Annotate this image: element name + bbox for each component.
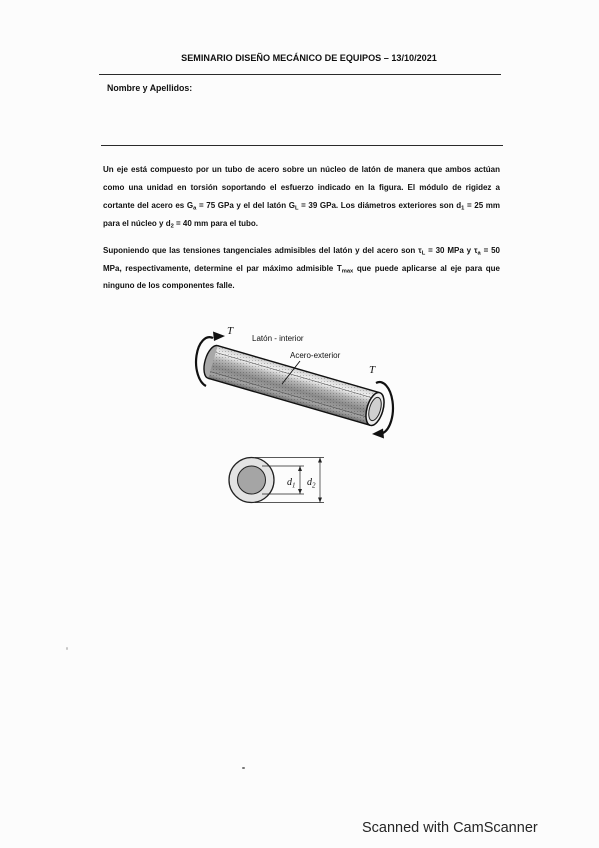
dimension-label-d2 bbox=[307, 477, 316, 490]
text-run: para el núcleo y d bbox=[103, 219, 171, 228]
text-run: como una unidad en torsión soportando el esfuerzo indicado en la figura. El módulo de rigidez a bbox=[103, 183, 500, 192]
torque-arrowhead-left bbox=[213, 332, 225, 342]
cross-section-core bbox=[238, 466, 266, 494]
subscript: L bbox=[294, 205, 299, 212]
text-run: cortante del acero es G bbox=[103, 201, 194, 210]
document-title: SEMINARIO DISEÑO MECÁNICO DE EQUIPOS – 13/10/2021 bbox=[181, 53, 437, 63]
dimension-arrowhead bbox=[298, 466, 302, 471]
text-run: = 40 mm para el tubo. bbox=[173, 219, 259, 228]
subscript: L bbox=[421, 250, 426, 257]
dimension-arrowhead bbox=[318, 498, 322, 503]
text-run: Un eje está compuesto por un tubo de acero sobre un núcleo de latón de manera que ambos actúan bbox=[103, 165, 500, 174]
shaft-figure bbox=[180, 315, 420, 525]
problem-paragraph-2 bbox=[103, 242, 500, 295]
tube-label: Acero-exterior bbox=[290, 351, 341, 360]
scan-mark bbox=[66, 647, 68, 650]
text-run: = 30 MPa y τ bbox=[425, 246, 478, 255]
core-label: Latón - interior bbox=[252, 334, 304, 343]
dimension-subscript: 1 bbox=[292, 481, 296, 490]
text-run: = 75 GPa y el del latón G bbox=[196, 201, 295, 210]
dimension-arrowhead bbox=[298, 489, 302, 494]
text-run: = 50 bbox=[480, 246, 501, 255]
title-divider bbox=[99, 74, 501, 75]
paragraph-line bbox=[103, 161, 500, 179]
paragraph-line bbox=[103, 215, 500, 233]
text-run: MPa, respectivamente, determine el par máximo admisible T bbox=[103, 263, 342, 273]
subscript: 2 bbox=[170, 223, 174, 230]
torque-label-right: T bbox=[369, 364, 376, 376]
paragraph-line bbox=[103, 277, 500, 295]
subscript: a bbox=[477, 250, 481, 257]
text-run: = 25 mm bbox=[464, 201, 500, 210]
name-field-line bbox=[101, 145, 503, 146]
text-run: Suponiendo que las tensiones tangenciales admisibles del latón y del acero son τ bbox=[103, 246, 422, 255]
dimension-arrowhead bbox=[318, 458, 322, 463]
dimension-label-d1 bbox=[287, 477, 296, 490]
dimension-symbol: d bbox=[287, 477, 292, 488]
paragraph-line bbox=[103, 197, 500, 215]
text-run: ninguno de los componentes falle. bbox=[103, 281, 235, 290]
paragraph-line bbox=[103, 179, 500, 197]
problem-paragraph-1 bbox=[103, 161, 500, 233]
dimension-symbol: d bbox=[307, 477, 312, 488]
subscript: a bbox=[193, 205, 197, 212]
paragraph-line bbox=[103, 260, 500, 278]
scan-mark bbox=[242, 767, 245, 769]
subscript: 1 bbox=[461, 205, 465, 212]
subscript: max bbox=[341, 268, 354, 275]
paragraph-line bbox=[103, 242, 500, 260]
torque-arrowhead-right bbox=[372, 429, 384, 439]
name-field-label: Nombre y Apellidos: bbox=[107, 83, 193, 93]
text-run: = 39 GPa. Los diámetros exteriores son d bbox=[298, 201, 462, 210]
torque-label-left: T bbox=[227, 325, 234, 337]
dimension-subscript: 2 bbox=[312, 481, 316, 490]
camscanner-watermark: Scanned with CamScanner bbox=[362, 820, 538, 836]
text-run: que puede aplicarse al eje para que bbox=[353, 263, 500, 273]
